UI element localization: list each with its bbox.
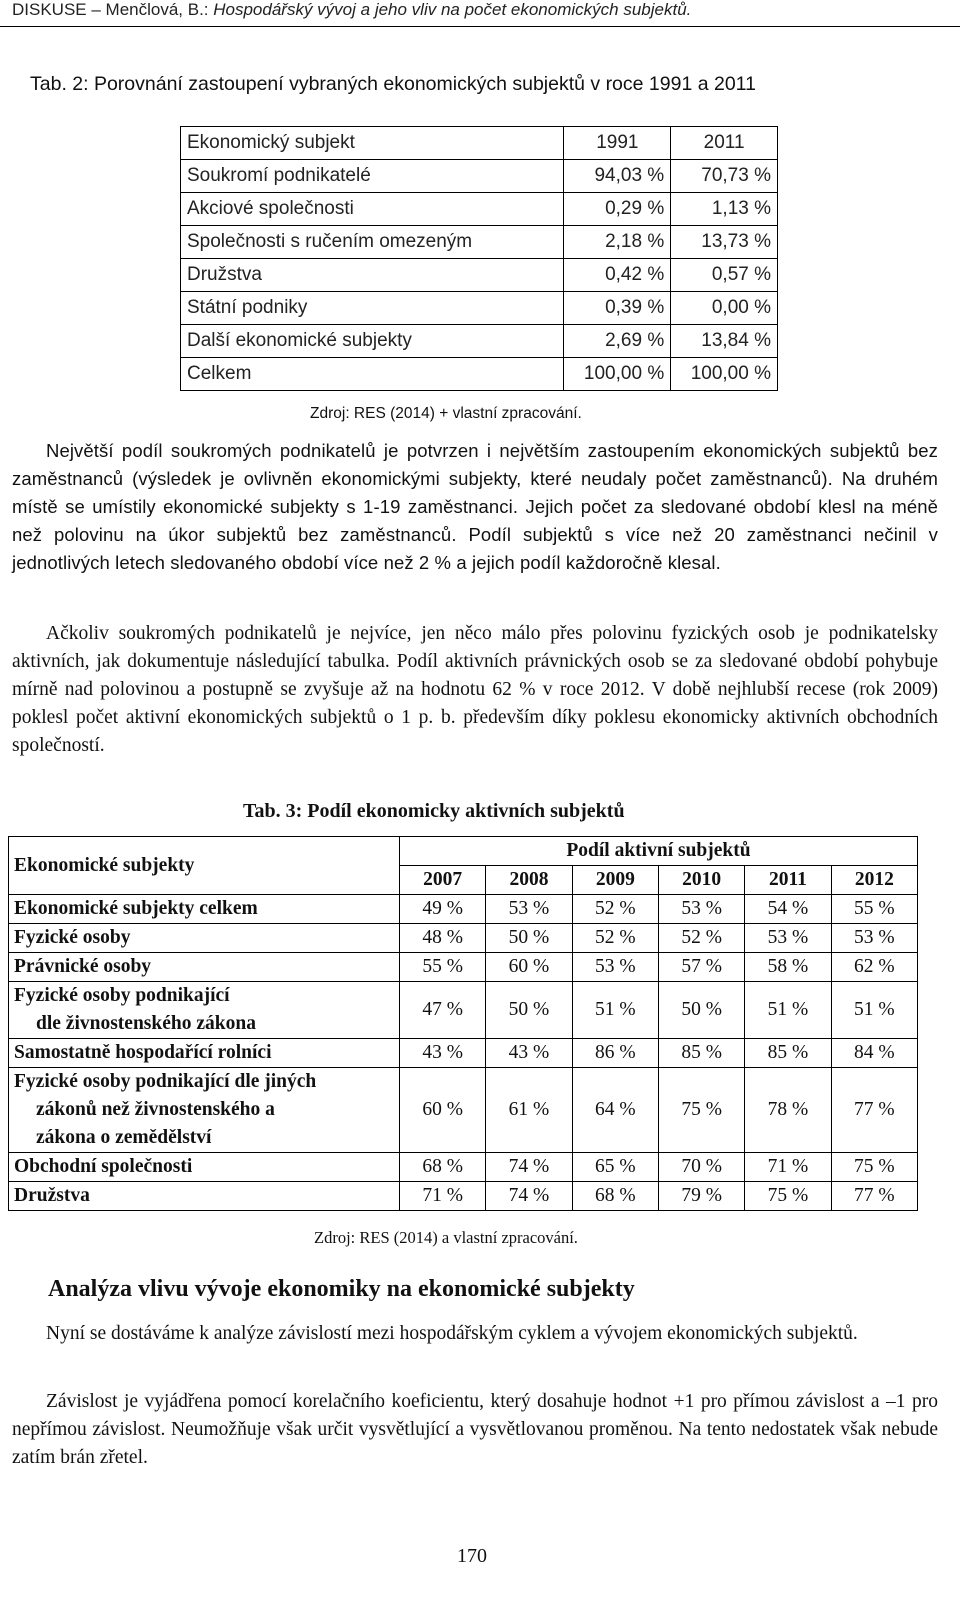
- table-cell: Další ekonomické subjekty: [181, 325, 564, 358]
- table3-row-header: Ekonomické subjekty: [9, 837, 400, 895]
- table-cell: 13,73 %: [671, 226, 778, 259]
- table-cell: 77 %: [831, 1182, 917, 1211]
- table3-caption: Tab. 3: Podíl ekonomicky aktivních subjektů: [243, 800, 625, 822]
- year-cell: 2012: [831, 866, 917, 895]
- paragraph-2: [12, 620, 938, 760]
- table-cell: 77 %: [831, 1068, 917, 1153]
- row-label-line: Fyzické osoby podnikající dle jiných: [14, 1071, 317, 1092]
- table-cell: 60 %: [400, 1068, 486, 1153]
- table-cell: 74 %: [486, 1153, 572, 1182]
- table-cell: 79 %: [658, 1182, 744, 1211]
- year-cell: 2008: [486, 866, 572, 895]
- table-cell: 55 %: [831, 895, 917, 924]
- table-cell: 100,00 %: [671, 358, 778, 391]
- table3-source: Zdroj: RES (2014) a vlastní zpracování.: [314, 1228, 578, 1247]
- row-label-line: zákona o zemědělství: [36, 1127, 212, 1148]
- table-row: [181, 358, 778, 391]
- table-row: [9, 1039, 918, 1068]
- table-cell: 58 %: [745, 953, 831, 982]
- table-cell: 43 %: [486, 1039, 572, 1068]
- table-cell: 75 %: [831, 1153, 917, 1182]
- year-cell: 2011: [745, 866, 831, 895]
- table-cell: 43 %: [400, 1039, 486, 1068]
- year-cell: 2007: [400, 866, 486, 895]
- table2-source: Zdroj: RES (2014) + vlastní zpracování.: [310, 405, 582, 422]
- table2-caption: Tab. 2: Porovnání zastoupení vybraných ekonomických subjektů v roce 1991 a 2011: [30, 73, 756, 95]
- row-label-line: dle živnostenského zákona: [36, 1013, 256, 1034]
- table-cell: 85 %: [745, 1039, 831, 1068]
- table-cell: 85 %: [658, 1039, 744, 1068]
- table2: [180, 126, 778, 391]
- table-cell: 55 %: [400, 953, 486, 982]
- table-row: [9, 953, 918, 982]
- table-cell: 71 %: [745, 1153, 831, 1182]
- paragraph-1: [12, 437, 938, 577]
- row-label: Obchodní společnosti: [9, 1153, 400, 1182]
- table-cell: 1,13 %: [671, 193, 778, 226]
- table-cell: Celkem: [181, 358, 564, 391]
- year-cell: 2009: [572, 866, 658, 895]
- row-label: Fyzické osoby: [9, 924, 400, 953]
- table-cell: 57 %: [658, 953, 744, 982]
- table-cell: Akciové společnosti: [181, 193, 564, 226]
- table2-header-row: [181, 127, 778, 160]
- paragraph-text: Nyní se dostáváme k analýze závislostí mezi hospodářským cyklem a vývojem ekonomických subjektů.: [46, 1323, 858, 1344]
- table-cell: 53 %: [486, 895, 572, 924]
- table-cell: 62 %: [831, 953, 917, 982]
- year-cell: 2010: [658, 866, 744, 895]
- table3-header-row: [9, 837, 918, 866]
- row-label: Družstva: [9, 1182, 400, 1211]
- table-cell: 53 %: [658, 895, 744, 924]
- table-cell: Společnosti s ručením omezeným: [181, 226, 564, 259]
- table-cell: 0,00 %: [671, 292, 778, 325]
- page-number: 170: [457, 1545, 487, 1567]
- table-row: [9, 982, 918, 1039]
- table3-group-header: Podíl aktivní subjektů: [400, 837, 918, 866]
- table-cell: 47 %: [400, 982, 486, 1039]
- row-label: [9, 982, 400, 1039]
- table-cell: 74 %: [486, 1182, 572, 1211]
- table-cell: 75 %: [658, 1068, 744, 1153]
- table-cell: 0,39 %: [564, 292, 671, 325]
- table2-header-cell: 1991: [564, 127, 671, 160]
- row-label: Samostatně hospodařící rolníci: [9, 1039, 400, 1068]
- table-cell: 100,00 %: [564, 358, 671, 391]
- table-row: [181, 325, 778, 358]
- table-cell: 48 %: [400, 924, 486, 953]
- table-cell: 51 %: [831, 982, 917, 1039]
- paragraph-text: Závislost je vyjádřena pomocí korelačního koeficientu, který dosahuje hodnot +1 pro přímou závislost a –1 pro nepřímou závislost. Neumožňuje však určit vysvětlující a vysvětlovanou proměnou. Na tento nedostatek však nebude zatím brán zřetel.: [12, 1391, 938, 1468]
- table2-header-cell: 2011: [671, 127, 778, 160]
- table2-header-cell: Ekonomický subjekt: [181, 127, 564, 160]
- table-cell: 49 %: [400, 895, 486, 924]
- table-row: [9, 924, 918, 953]
- table-row: [181, 193, 778, 226]
- table-row: [9, 1182, 918, 1211]
- header-rule: [0, 26, 960, 27]
- table-cell: 94,03 %: [564, 160, 671, 193]
- table-cell: 50 %: [486, 982, 572, 1039]
- paragraph-text: Největší podíl soukromých podnikatelů je potvrzen i největším zastoupením ekonomických subjektů bez zaměstnanců (výsledek je ovlivněn ekonomickými subjekty, které neudaly počet zaměstnanců). Na druhém místě se umístily ekonomické subjekty s 1-19 zaměstnanci. Jejich počet za sledované období klesl na méně než polovinu na úkor subjektů bez zaměstnanců. Podíl subjektů s více než 20 zaměstnanci nečinil v jednotlivých letech sledovaného období více než 2 % a jejich podíl každoročně klesal.: [12, 440, 938, 573]
- table-cell: 0,29 %: [564, 193, 671, 226]
- running-head-title: Hospodářský vývoj a jeho vliv na počet ekonomických subjektů.: [213, 0, 692, 19]
- table-cell: 53 %: [572, 953, 658, 982]
- table-row: [9, 1153, 918, 1182]
- table-cell: 13,84 %: [671, 325, 778, 358]
- table-row: [9, 1068, 918, 1153]
- table-cell: 70 %: [658, 1153, 744, 1182]
- table-cell: 51 %: [572, 982, 658, 1039]
- table-cell: 78 %: [745, 1068, 831, 1153]
- row-label: [9, 1068, 400, 1153]
- table-row: [181, 226, 778, 259]
- table-cell: 52 %: [572, 895, 658, 924]
- row-label: Právnické osoby: [9, 953, 400, 982]
- table-row: [9, 895, 918, 924]
- table-cell: 71 %: [400, 1182, 486, 1211]
- table-cell: 2,18 %: [564, 226, 671, 259]
- table-cell: 0,57 %: [671, 259, 778, 292]
- table-cell: 50 %: [486, 924, 572, 953]
- table-cell: 51 %: [745, 982, 831, 1039]
- table-cell: 52 %: [572, 924, 658, 953]
- table-row: [181, 259, 778, 292]
- table-cell: 68 %: [400, 1153, 486, 1182]
- table-cell: 65 %: [572, 1153, 658, 1182]
- table-cell: 60 %: [486, 953, 572, 982]
- table-cell: 68 %: [572, 1182, 658, 1211]
- table-cell: 75 %: [745, 1182, 831, 1211]
- table-cell: 53 %: [831, 924, 917, 953]
- table-cell: 2,69 %: [564, 325, 671, 358]
- section-heading: Analýza vlivu vývoje ekonomiky na ekonomické subjekty: [48, 1276, 635, 1302]
- table-cell: 54 %: [745, 895, 831, 924]
- paragraph-4: [12, 1388, 938, 1472]
- table-cell: 70,73 %: [671, 160, 778, 193]
- table-row: [181, 160, 778, 193]
- table-cell: 53 %: [745, 924, 831, 953]
- table-cell: 84 %: [831, 1039, 917, 1068]
- table-cell: 61 %: [486, 1068, 572, 1153]
- table3: [8, 836, 918, 1211]
- row-label-line: zákonů než živnostenského a: [36, 1099, 275, 1120]
- paragraph-3: [12, 1320, 938, 1348]
- table-cell: Státní podniky: [181, 292, 564, 325]
- table-cell: 52 %: [658, 924, 744, 953]
- table-cell: Družstva: [181, 259, 564, 292]
- table-cell: 50 %: [658, 982, 744, 1039]
- running-head: [12, 0, 691, 20]
- table-cell: 64 %: [572, 1068, 658, 1153]
- table-row: [181, 292, 778, 325]
- table-cell: 0,42 %: [564, 259, 671, 292]
- table-cell: 86 %: [572, 1039, 658, 1068]
- table-cell: Soukromí podnikatelé: [181, 160, 564, 193]
- paragraph-text: Ačkoliv soukromých podnikatelů je nejvíce, jen něco málo přes polovinu fyzických osob je podnikatelsky aktivních, jak dokumentuje následující tabulka. Podíl aktivních právnických osob se za sledované období pohybuje mírně nad polovinou a postupně se zvyšuje až na hodnotu 62 % v roce 2012. V době nejhlubší recese (rok 2009) poklesl počet aktivní ekonomických subjektů o 1 p. b. především díky poklesu ekonomicky aktivních obchodních společností.: [12, 623, 938, 756]
- row-label-line: Fyzické osoby podnikající: [14, 985, 230, 1006]
- row-label: Ekonomické subjekty celkem: [9, 895, 400, 924]
- running-head-prefix: DISKUSE – Menčlová, B.:: [12, 0, 214, 19]
